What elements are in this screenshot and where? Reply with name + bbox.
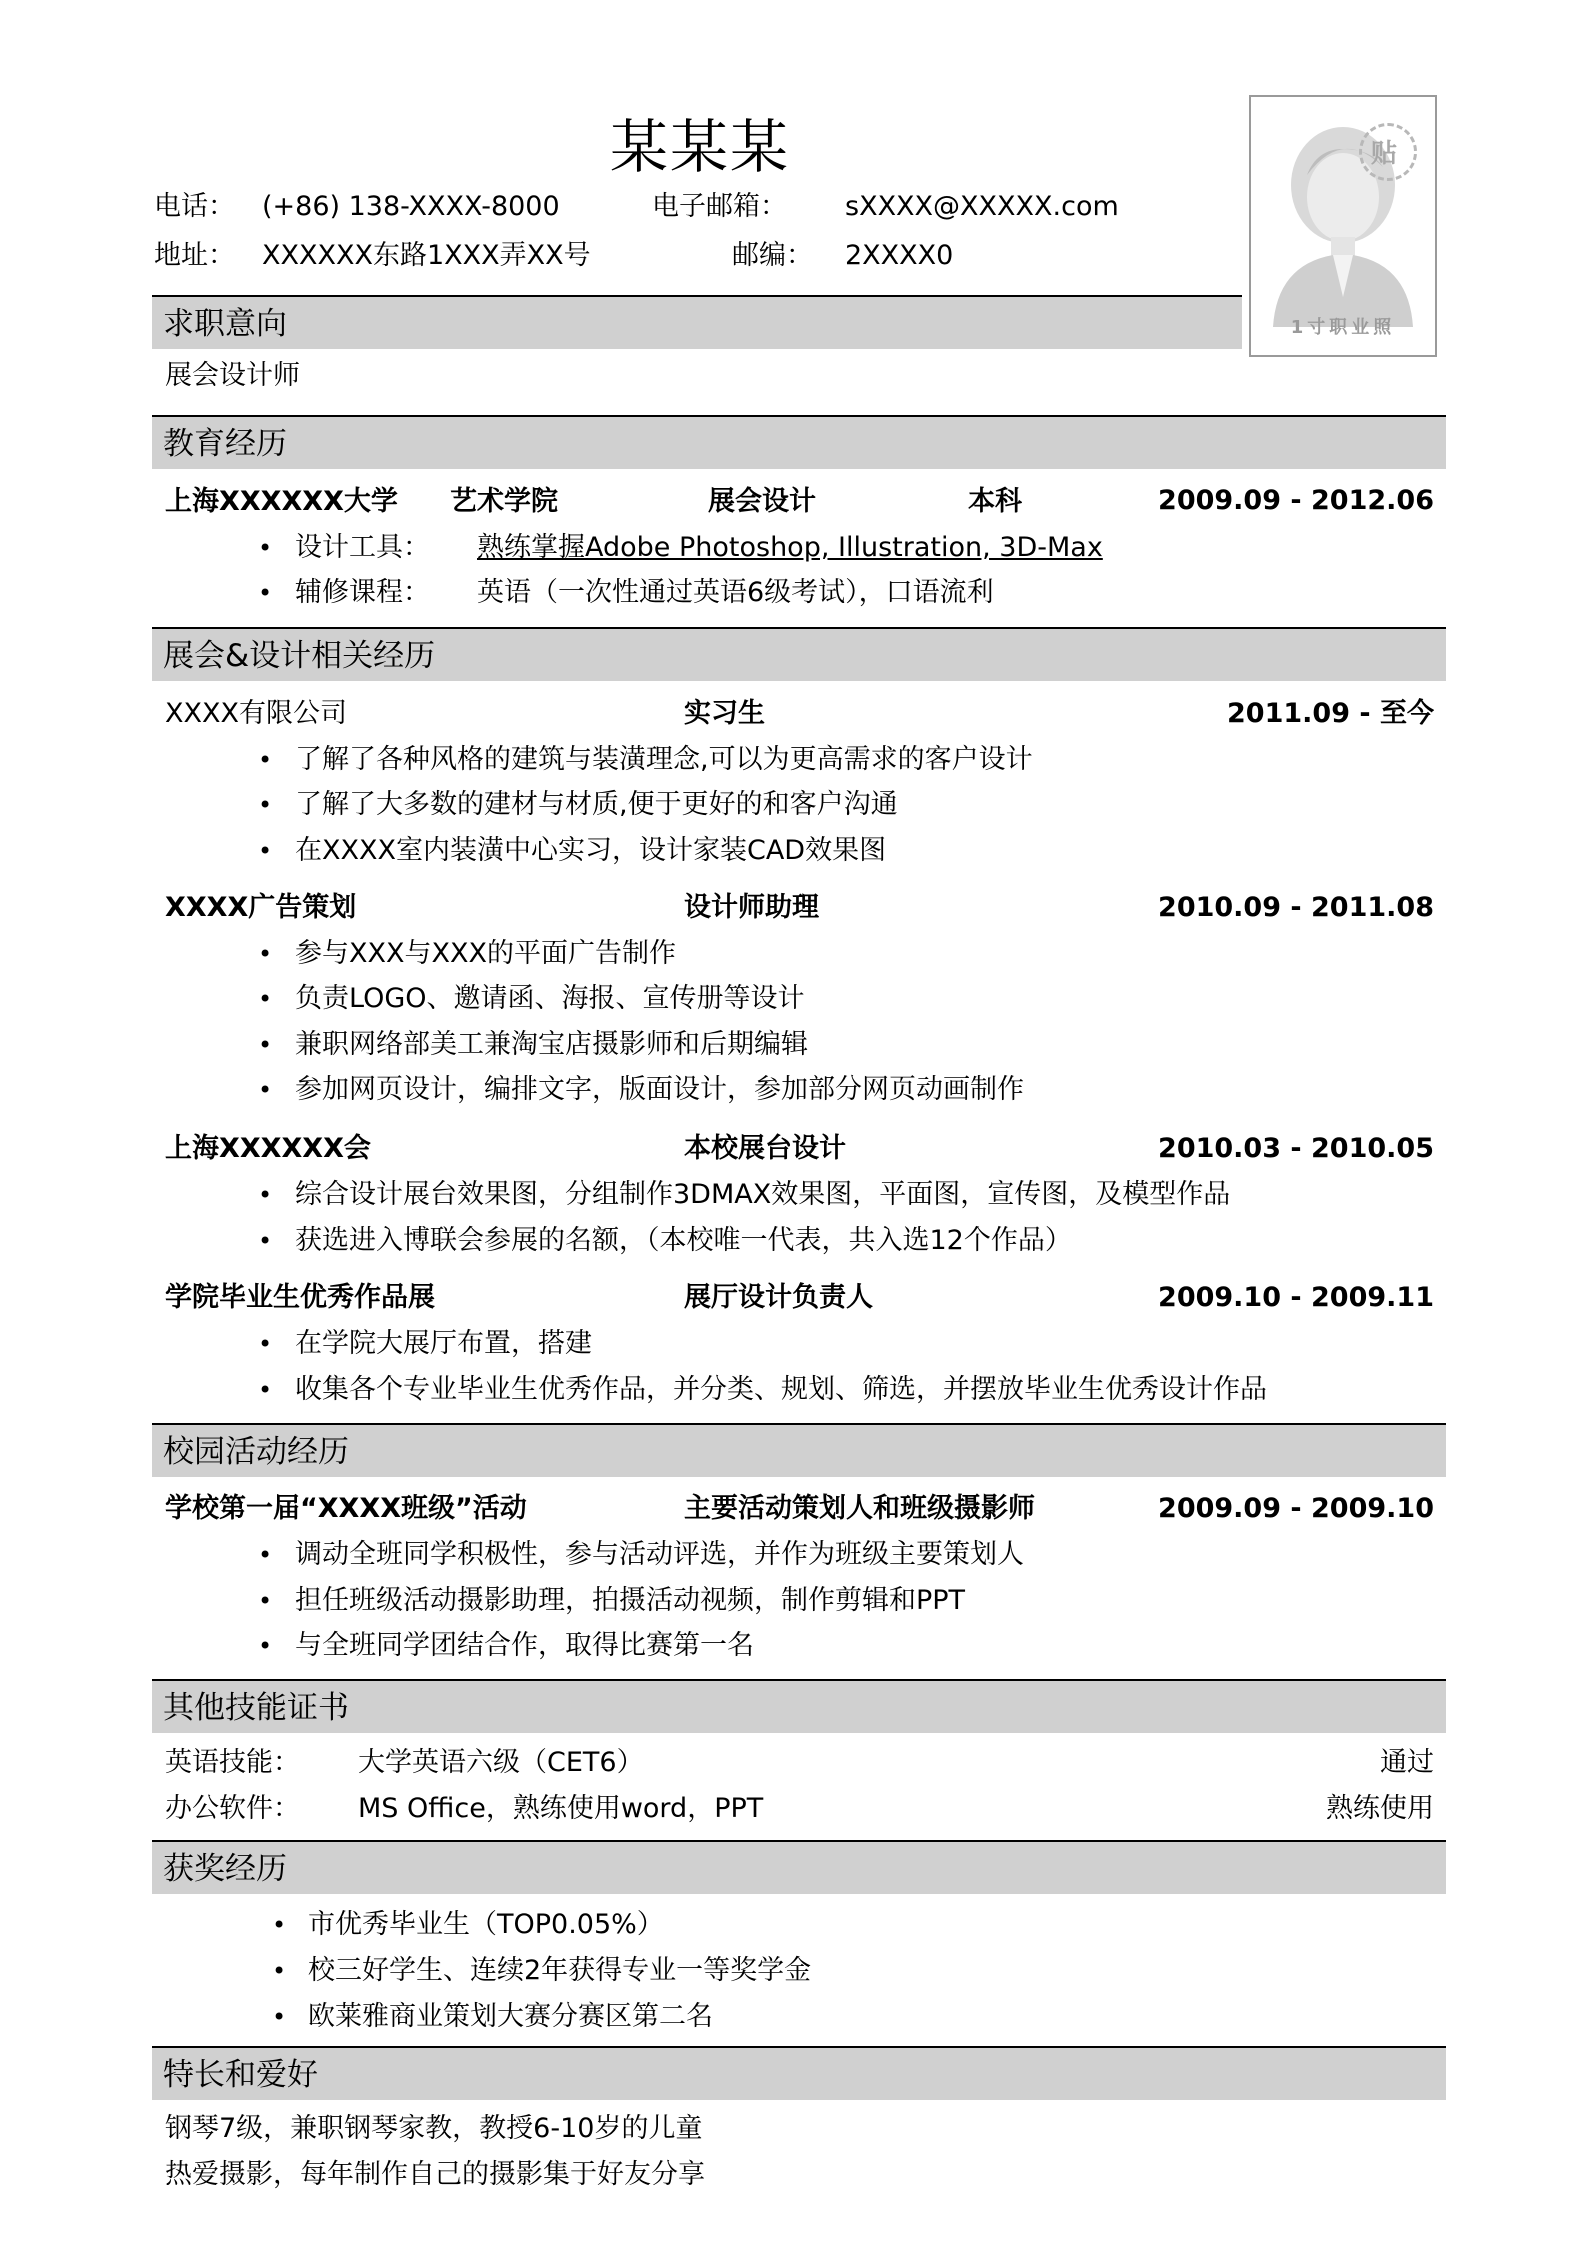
address-value: XXXXXX东路1XXX弄XX号 bbox=[262, 240, 591, 271]
section-title: 求职意向 bbox=[163, 306, 287, 342]
edu-item-label: 辅修课程： bbox=[295, 577, 430, 608]
exp-role: 展厅设计负责人 bbox=[684, 1282, 873, 1313]
bullet-icon: • bbox=[258, 1076, 273, 1104]
zip-value: 2XXXX0 bbox=[845, 240, 954, 271]
bullet-icon: • bbox=[272, 1911, 287, 1939]
bullet-icon: • bbox=[272, 1957, 287, 1985]
exp-role: 实习生 bbox=[684, 698, 765, 729]
exp-bullet: 在学院大展厅布置，搭建 bbox=[295, 1328, 592, 1359]
section-campus bbox=[152, 1423, 1446, 1477]
email-value: sXXXX@XXXXX.com bbox=[845, 191, 1119, 222]
bullet-icon: • bbox=[272, 2003, 287, 2031]
exp-org: XXXX广告策划 bbox=[165, 892, 357, 923]
bullet-icon: • bbox=[258, 1587, 273, 1615]
address-label: 地址： bbox=[154, 240, 235, 271]
exp-bullet: 参加网页设计，编排文字，版面设计，参加部分网页动画制作 bbox=[295, 1074, 1024, 1105]
section-experience bbox=[152, 627, 1446, 681]
objective-text: 展会设计师 bbox=[165, 360, 300, 391]
section-title: 展会&设计相关经历 bbox=[163, 638, 436, 674]
exp-role: 设计师助理 bbox=[684, 892, 819, 923]
exp-bullet: 在XXXX室内装潢中心实习，设计家装CAD效果图 bbox=[295, 835, 887, 866]
section-title: 教育经历 bbox=[163, 426, 287, 462]
award-item: 校三好学生、连续2年获得专业一等奖学金 bbox=[308, 1955, 812, 1986]
skill-status: 熟练使用 bbox=[1326, 1793, 1434, 1824]
exp-bullet: 负责LOGO、邀请函、海报、宣传册等设计 bbox=[295, 983, 805, 1014]
hobby-line: 钢琴7级，兼职钢琴家教，教授6-10岁的儿童 bbox=[165, 2113, 703, 2144]
bullet-icon: • bbox=[258, 1227, 273, 1255]
exp-org: 学院毕业生优秀作品展 bbox=[165, 1282, 435, 1313]
exp-date: 2010.03 - 2010.05 bbox=[1158, 1133, 1434, 1164]
campus-bullet: 调动全班同学积极性，参与活动评选，并作为班级主要策划人 bbox=[295, 1539, 1024, 1570]
edu-college: 艺术学院 bbox=[450, 486, 558, 517]
exp-bullet: 了解了各种风格的建筑与装潢理念,可以为更高需求的客户设计 bbox=[295, 744, 1033, 775]
exp-bullet: 参与XXX与XXX的平面广告制作 bbox=[295, 938, 676, 969]
edu-major: 展会设计 bbox=[708, 486, 816, 517]
section-education bbox=[152, 415, 1446, 469]
phone-label: 电话： bbox=[154, 191, 235, 222]
bullet-icon: • bbox=[258, 1541, 273, 1569]
campus-bullet: 担任班级活动摄影助理，拍摄活动视频，制作剪辑和PPT bbox=[295, 1585, 966, 1616]
bullet-icon: • bbox=[258, 579, 273, 607]
bullet-icon: • bbox=[258, 1330, 273, 1358]
phone-value: (+86) 138-XXXX-8000 bbox=[262, 191, 560, 222]
bullet-icon: • bbox=[258, 534, 273, 562]
award-item: 欧莱雅商业策划大赛分赛区第二名 bbox=[308, 2001, 713, 2032]
exp-bullet: 获选进入博联会参展的名额，（本校唯一代表，共入选12个作品） bbox=[295, 1225, 1072, 1256]
bullet-icon: • bbox=[258, 940, 273, 968]
edu-school: 上海XXXXXX大学 bbox=[165, 486, 398, 517]
campus-org: 学校第一届“XXXX班级”活动 bbox=[165, 1493, 527, 1524]
bullet-icon: • bbox=[258, 837, 273, 865]
skill-value: 大学英语六级（CET6） bbox=[358, 1747, 644, 1778]
section-hobbies bbox=[152, 2046, 1446, 2100]
campus-date: 2009.09 - 2009.10 bbox=[1158, 1493, 1434, 1524]
photo-label: 1寸职业照 bbox=[1290, 317, 1396, 338]
edu-item-value: 英语（一次性通过英语6级考试），口语流利 bbox=[477, 577, 994, 608]
bullet-icon: • bbox=[258, 1031, 273, 1059]
photo-placeholder bbox=[1249, 95, 1437, 357]
exp-bullet: 兼职网络部美工兼淘宝店摄影师和后期编辑 bbox=[295, 1029, 808, 1060]
skill-label: 英语技能： bbox=[165, 1747, 300, 1778]
zip-label: 邮编： bbox=[732, 240, 813, 271]
skill-label: 办公软件： bbox=[165, 1793, 300, 1824]
bullet-icon: • bbox=[258, 791, 273, 819]
candidate-name: 某某某 bbox=[610, 113, 791, 181]
skill-value: MS Office，熟练使用word，PPT bbox=[358, 1793, 764, 1824]
hobby-line: 热爱摄影，每年制作自己的摄影集于好友分享 bbox=[165, 2159, 705, 2190]
exp-bullet: 了解了大多数的建材与材质,便于更好的和客户沟通 bbox=[295, 789, 898, 820]
photo-stamp-text: 贴 bbox=[1371, 139, 1398, 169]
exp-role: 本校展台设计 bbox=[684, 1133, 846, 1164]
skill-status: 通过 bbox=[1380, 1747, 1434, 1778]
section-title: 其他技能证书 bbox=[163, 1690, 349, 1726]
bullet-icon: • bbox=[258, 746, 273, 774]
edu-item-label: 设计工具： bbox=[295, 532, 430, 563]
bullet-icon: • bbox=[258, 1632, 273, 1660]
exp-bullet: 综合设计展台效果图，分组制作3DMAX效果图，平面图，宣传图，及模型作品 bbox=[295, 1179, 1231, 1210]
exp-bullet: 收集各个专业毕业生优秀作品，并分类、规划、筛选，并摆放毕业生优秀设计作品 bbox=[295, 1374, 1267, 1405]
edu-date: 2009.09 - 2012.06 bbox=[1158, 485, 1434, 516]
section-title: 获奖经历 bbox=[163, 1851, 287, 1887]
exp-org: 上海XXXXXX会 bbox=[165, 1133, 371, 1164]
bullet-icon: • bbox=[258, 985, 273, 1013]
section-title: 校园活动经历 bbox=[163, 1434, 349, 1470]
exp-date: 2010.09 - 2011.08 bbox=[1158, 892, 1434, 923]
campus-role: 主要活动策划人和班级摄影师 bbox=[684, 1493, 1035, 1524]
award-item: 市优秀毕业生（TOP0.05%） bbox=[308, 1909, 664, 1940]
section-skills bbox=[152, 1679, 1446, 1733]
exp-org: XXXX有限公司 bbox=[165, 698, 347, 729]
edu-item-value: 熟练掌握Adobe Photoshop, Illustration, 3D-Max bbox=[477, 532, 1103, 563]
section-objective bbox=[152, 295, 1242, 349]
email-label: 电子邮箱： bbox=[652, 191, 787, 222]
bullet-icon: • bbox=[258, 1181, 273, 1209]
section-awards bbox=[152, 1840, 1446, 1894]
bullet-icon: • bbox=[258, 1376, 273, 1404]
exp-date: 2011.09 - 至今 bbox=[1227, 698, 1434, 729]
campus-bullet: 与全班同学团结合作，取得比赛第一名 bbox=[295, 1630, 754, 1661]
edu-degree: 本科 bbox=[968, 486, 1022, 517]
exp-date: 2009.10 - 2009.11 bbox=[1158, 1282, 1434, 1313]
section-title: 特长和爱好 bbox=[163, 2057, 318, 2093]
